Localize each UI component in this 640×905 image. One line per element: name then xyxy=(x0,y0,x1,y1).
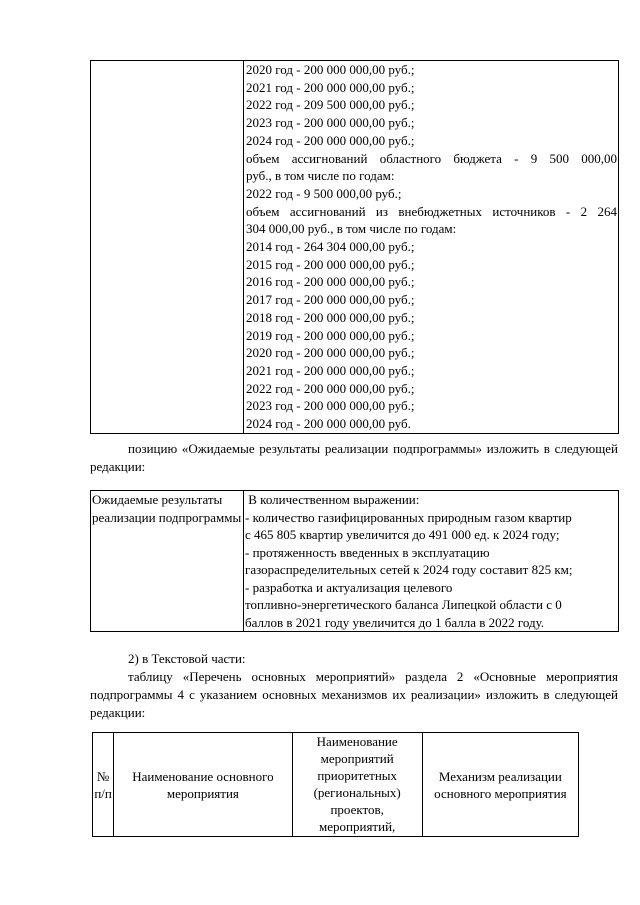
expected-results-line: с 465 805 квартир увеличится до 491 000 ед. к 2024 году; xyxy=(245,527,560,542)
expected-results-line: топливно-энергетического баланса Липецкой области с 0 xyxy=(245,597,562,612)
financing-line: 2019 год - 200 000 000,00 руб.; xyxy=(246,327,415,343)
financing-line: 2023 год - 200 000 000,00 руб.; xyxy=(246,398,415,414)
financing-line: 2020 год - 200 000 000,00 руб.; xyxy=(246,345,415,361)
financing-label-cell xyxy=(91,61,244,434)
financing-line: 304 000,00 руб., в том числе по годам: xyxy=(246,221,457,237)
financing-line: 2016 год - 200 000 000,00 руб.; xyxy=(246,274,415,290)
financing-line: 2014 год - 264 304 000,00 руб.; xyxy=(246,239,415,255)
financing-values-cell xyxy=(244,61,619,434)
text-part-heading: 2) в Текстовой части: xyxy=(128,651,246,666)
financing-line: 2022 год - 9 500 000,00 руб.; xyxy=(246,185,402,201)
financing-line: 2021 год - 200 000 000,00 руб.; xyxy=(246,79,415,95)
financing-line: 2015 год - 200 000 000,00 руб.; xyxy=(246,256,415,272)
financing-line: 2020 год - 200 000 000,00 руб.; xyxy=(246,62,415,77)
financing-line: 2024 год - 200 000 000,00 руб.; xyxy=(246,132,415,148)
financing-line: 2023 год - 200 000 000,00 руб.; xyxy=(246,115,415,131)
expected-results-label: Ожидаемые результаты реализации подпрограммы xyxy=(91,491,244,632)
financing-line: 2022 год - 209 500 000,00 руб.; xyxy=(246,97,415,113)
column-header-projects: Наименование мероприятий приоритетных (региональных) проектов, мероприятий, xyxy=(292,733,422,837)
financing-line: руб., в том числе по годам: xyxy=(246,168,395,184)
expected-results-line: баллов в 2021 году увеличится до 1 балла в 2022 году. xyxy=(245,614,545,630)
expected-results-line: - протяженность введенных в эксплуатацию xyxy=(245,544,490,560)
column-header-number: № п/п xyxy=(93,733,114,837)
financing-line: объем ассигнований из внебюджетных источников - 2 264 xyxy=(246,203,617,219)
activities-table xyxy=(92,732,579,837)
activities-table-paragraph: таблицу «Перечень основных мероприятий» раздела 2 «Основные мероприятия подпрограммы 4 с указанием основных механизмов их реализации» изложить в следующей редакции: xyxy=(90,669,618,720)
column-header-mechanism: Механизм реализации основного мероприятия xyxy=(422,733,578,837)
expected-results-paragraph: позицию «Ожидаемые результаты реализации подпрограммы» изложить в следующей редакции: xyxy=(90,441,618,474)
expected-results-line: - разработка и актуализация целевого xyxy=(245,579,453,595)
column-header-activity-name: Наименование основного мероприятия xyxy=(114,733,292,837)
financing-line: 2021 год - 200 000 000,00 руб.; xyxy=(246,362,415,378)
financing-line: 2024 год - 200 000 000,00 руб. xyxy=(246,416,411,432)
expected-results-line: газораспределительных сетей к 2024 году составит 825 км; xyxy=(245,562,573,577)
financing-table xyxy=(90,60,619,434)
expected-results-line: В количественном выражении: xyxy=(245,492,420,507)
expected-results-values xyxy=(244,491,619,632)
expected-results-line: - количество газифицированных природным газом квартир xyxy=(245,509,572,525)
financing-line: 2018 год - 200 000 000,00 руб.; xyxy=(246,309,415,325)
financing-line: 2022 год - 200 000 000,00 руб.; xyxy=(246,380,415,396)
financing-line: объем ассигнований областного бюджета - 9 500 000,00 xyxy=(246,150,617,166)
expected-results-table xyxy=(90,490,619,632)
financing-line: 2017 год - 200 000 000,00 руб.; xyxy=(246,292,415,308)
